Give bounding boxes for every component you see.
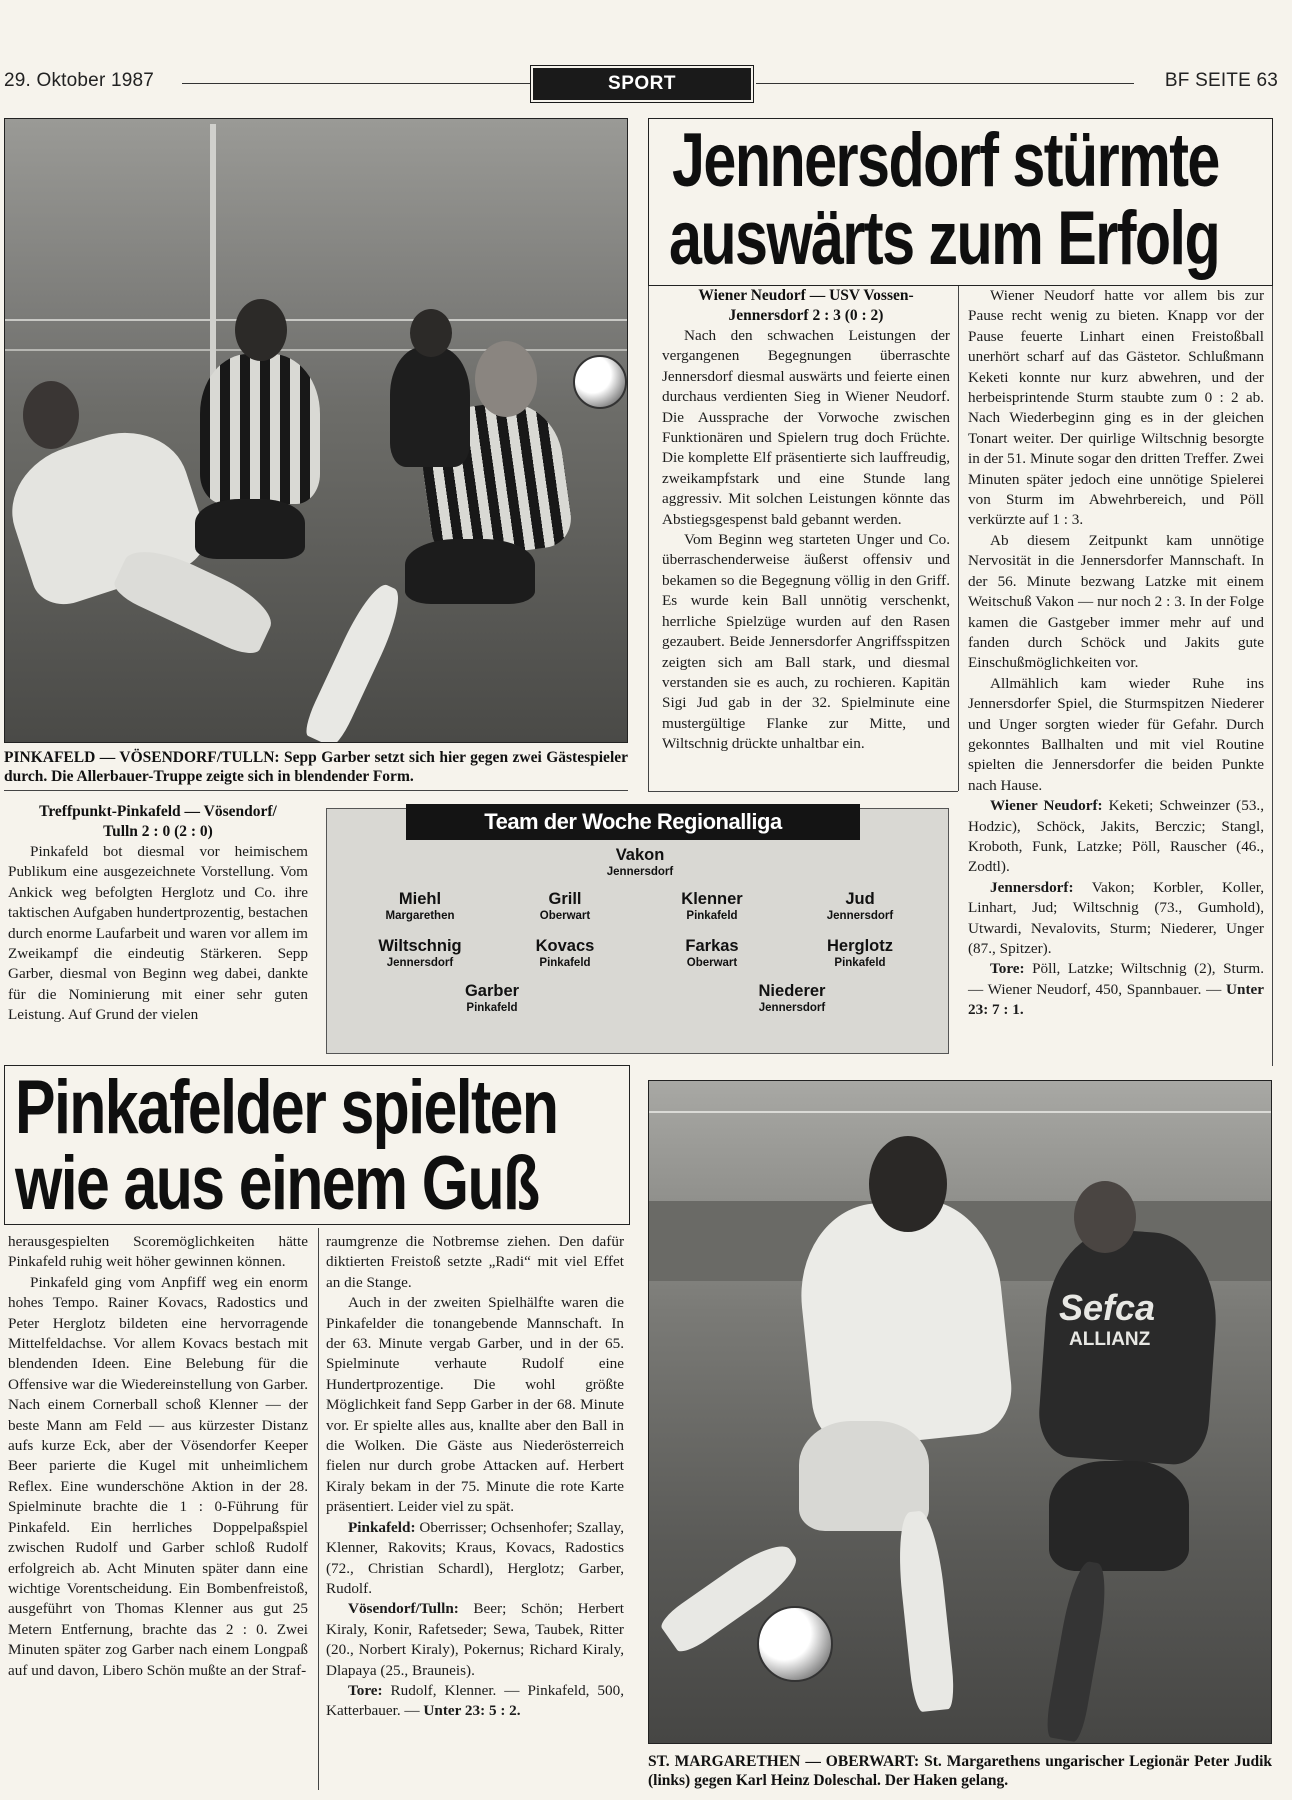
paragraph: Wiener Neudorf hatte vor allem bis zur Pause recht wenig zu bieten. Knapp vor der Pause feuerte Linhart einen Freistoßball unerhört scharf auf das Gästetor. Schlußmann Keketi konnte nur kurz abwehren, und der herbeisprintende Sturm staubte zum 0 : 2 ab. Nach Wiederbeginn ging es in der gleichen Tonart weiter. Der quirlige Wiltschnig besorgte in der 51. Minute sogar den dritten Treffer. Zwei Minuten später jedoch eine unnötige Spielerei von Sturm im Abwehrbereich, und Pöll verkürzte auf 1 : 3. xyxy=(968,287,1264,529)
match-line-2: Jennersdorf 2 : 3 (0 : 2) xyxy=(728,307,884,324)
headline-1-line-1: Jennersdorf stürmte xyxy=(672,118,1219,203)
divider xyxy=(648,286,649,791)
article1-column-1 xyxy=(662,286,950,755)
team-player xyxy=(722,982,862,1015)
header-rule-right xyxy=(756,83,1134,84)
player-club: Margarethen xyxy=(385,910,455,922)
team-player xyxy=(350,937,490,970)
headline-2-line-1: Pinkafelder spielten xyxy=(15,1065,558,1150)
divider xyxy=(958,286,959,791)
paragraph: Pinkafeld ging vom Anpfiff weg ein enorm hohes Tempo. Rainer Kovacs, Radostics und Peter Herglotz bildeten eine hervorragende Mittelfeldachse. Vor allem Kovacs bestach mit blendenden Ideen. Eine Belebung für die Offensive war die Wiedereinstellung von Garber. Nach einem Cornerball schoß Klenner — der beste Mann am Feld — aus kürzester Distanz aufs kurze Eck, aber der Vösendorfer Keeper Beer parierte die Kugel mit unheimlichem Reflex. Eine wunderschöne Aktion in der 28. Spielminute brachte die 1 : 0-Führung für Pinkafeld. Ein herrliches Doppelpaßspiel zwischen Rudolf und Garber schloß Rudolf erfolgreich ab. Acht Minuten später dann eine wichtige Vorentscheidung. Ein Bombenfreistoß, ausgeführt von Thomas Klenner aus gut 25 Metern Entfernung, brachte das 2 : 0. Zwei Minuten später zog Garber nach einem Longpaß auf und davon, Libero Schön mußte an der Straf- xyxy=(8,1273,308,1679)
paragraph: Nach den schwachen Leistungen der vergangenen Begegnungen überraschte Jennersdorf diesmal auswärts und feierte einen durchaus verdienten Sieg in Wiener Neudorf. Die Aussprache der Vorwoche zwischen Funktionären und Spielern trug doch Früchte. Die komplette Elf präsentierte sich lauffreudig, zweikampfstark und eine Stunde lang aggressiv. Mit solchen Leistungen könnte das Abstiegsgespenst bald gebannt werden. xyxy=(662,327,950,528)
lineup-text: Oberrisser; Ochsenhofer; Szallay, Klenner, Rakovits; Kraus, Kovacs, Radostics (72., Christian Schardl), Herglotz; Garber, Rudolf. xyxy=(326,1518,624,1597)
team-player xyxy=(642,890,782,923)
match-line-2: Tulln 2 : 0 (2 : 0) xyxy=(103,823,213,840)
paragraph: Auch in der zweiten Spielhälfte waren die Pinkafelder die tonangebende Mannschaft. In der 63. Minute vergab Garber, und in der 65. Spielminute verhaute Rudolf eine Hundertprozentige. Die wohl größte Möglichkeit fand Sepp Garber in der 68. Minute vor. Er spielte alles aus, knallte aber den Ball in die Wolken. Die Gäste aus Niederösterreich fielen nur durch grobe Attacken auf. Herbert Kiraly bekam in der 75. Minute die rote Karte präsentiert. Leider viel zu spät. xyxy=(326,1294,624,1516)
top-photo xyxy=(4,118,628,743)
player-name: Garber xyxy=(464,982,520,1000)
article1-column-2 xyxy=(968,286,1264,1021)
player-club: Oberwart xyxy=(686,957,738,969)
caption-text: St. Margarethens ungarischer Legionär Peter Judik (links) gegen Karl Heinz Doleschal. Der Haken gelang. xyxy=(648,1753,1272,1789)
bottom-photo xyxy=(648,1080,1272,1744)
player-name: Miehl xyxy=(398,890,442,908)
paragraph: raumgrenze die Notbremse ziehen. Den dafür diktierten Freistoß setzte „Radi“ mit viel Effet an die Stange. xyxy=(326,1233,624,1291)
team-of-week-title: Team der Woche Regionalliga xyxy=(406,804,860,840)
page-number: BF SEITE 63 xyxy=(1164,70,1278,91)
divider xyxy=(1272,286,1273,1066)
team-player xyxy=(422,982,562,1015)
paragraph: Allmählich kam wieder Ruhe ins Jennersdorfer Spiel, die Sturmspitzen Niederer und Unger sorgten wieder für Gefahr. Durch gekonntes Ballhalten und mit viel Routine spielten die Jennersdorfer die beiden Punkte nach Hause. xyxy=(968,674,1264,794)
lineup-text: Beer; Schön; Herbert Kiraly, Konir, Rafetseder; Sewa, Taubek, Ritter (20., Norbert Kiraly), Pokernus; Richard Kiraly, Dlapaya (25., Brauneis). xyxy=(326,1600,624,1679)
goals-line xyxy=(326,1681,624,1722)
team-label: Jennersdorf: xyxy=(990,878,1074,896)
team-player xyxy=(495,937,635,970)
player-name: Klenner xyxy=(681,890,743,908)
issue-date: 29. Oktober 1987 xyxy=(4,70,155,91)
divider xyxy=(4,790,628,791)
goals-label: Tore: xyxy=(990,960,1025,978)
team-of-week-box xyxy=(326,808,949,1054)
lineup-pinkafeld xyxy=(326,1518,624,1600)
bottom-photo-caption xyxy=(648,1752,1272,1790)
lineup-text: Vakon; Korbler, Koller, Linhart, Jud; Wiltschnig (73., Gumhold), Utwardi, Nevalovits, Sturm; Niederer, Unger (87., Spitzer). xyxy=(968,878,1264,957)
player-club: Jennersdorf xyxy=(826,910,894,922)
match-line-1: Treffpunkt-Pinkafeld — Vösendorf/ xyxy=(39,803,277,820)
lineup-jennersdorf xyxy=(968,878,1264,960)
jersey-sponsor-2: ALLIANZ xyxy=(1069,1329,1151,1350)
headline-1-line-2: auswärts zum Erfolg xyxy=(669,196,1220,281)
match-line-1: Wiener Neudorf — USV Vossen- xyxy=(698,287,914,304)
team-label: Vösendorf/Tulln: xyxy=(348,1600,459,1618)
headline-2-line-2: wie aus einem Guß xyxy=(15,1141,539,1226)
player-name: Niederer xyxy=(758,982,826,1000)
team-player xyxy=(560,846,720,879)
header-rule-left xyxy=(182,83,531,84)
divider xyxy=(648,791,958,792)
lineup-wiener-neudorf xyxy=(968,796,1264,878)
team-label: Pinkafeld: xyxy=(348,1518,416,1536)
player-club: Pinkafeld xyxy=(834,957,886,969)
player-club: Pinkafeld xyxy=(466,1002,518,1014)
headline-box-2 xyxy=(4,1065,630,1225)
football-icon xyxy=(573,355,627,409)
player-club: Jennersdorf xyxy=(606,866,674,878)
caption-text: Sepp Garber setzt sich hier gegen zwei Gästespieler durch. Die Allerbauer-Truppe zeigte sich in blendender Form. xyxy=(4,749,629,785)
team-player xyxy=(642,937,782,970)
paragraph: Pinkafeld bot diesmal vor heimischem Publikum eine ausgezeichnete Vorstellung. Vom Ankick weg befolgten Herglotz und Co. ihre taktischen Aufgaben hundertprozentig, bestachen durch enorme Laufarbeit und waren vor allem im Zweikampf die eindeutig Stärkeren. Sepp Garber, diesmal von Beginn weg dabei, dankte für die Nominierung mit einer sehr guten Leistung. Auf Grund der vielen xyxy=(8,843,308,1024)
article2-intro xyxy=(8,802,308,1026)
player-name: Jud xyxy=(845,890,875,908)
match-result xyxy=(662,286,950,326)
section-label: SPORT xyxy=(533,68,751,100)
paragraph: Vom Beginn weg starteten Unger und Co. überraschenderweise äußerst offensiv und bekamen so die Begegnung völlig in den Griff. Es wurde kein Ball unnötig verschenkt, herrliche Spielzüge wurden auf den Rasen gezaubert. Beide Jennersdorfer Angriffsspitzen zeigten sich am Ball stark, und diesmal verstanden sie es auch, zu rochieren. Kapitän Sigi Jud gab in der 32. Spielminute eine mustergültige Flanke zur Mitte, und Wiltschnig drückte unhaltbar ein. xyxy=(662,531,950,753)
player-name: Farkas xyxy=(685,937,739,955)
goals-line xyxy=(968,959,1264,1020)
lineup-voesendorf xyxy=(326,1599,624,1681)
player-name: Herglotz xyxy=(827,937,893,955)
jersey-sponsor: Sefca xyxy=(1059,1287,1156,1328)
caption-lead: ST. MARGARETHEN — OBERWART: xyxy=(648,1753,920,1770)
goals-label: Tore: xyxy=(348,1681,383,1699)
player-club: Jennersdorf xyxy=(386,957,454,969)
team-label: Wiener Neudorf: xyxy=(990,797,1103,815)
player-name: Vakon xyxy=(615,846,665,864)
paragraph: Ab diesem Zeitpunkt kam unnötige Nervosität in die Jennersdorfer Mannschaft. In der 56. Minute bezwang Latzke mit einem Weitschuß Vakon — nur noch 2 : 3. In der Folge kamen die Gastgeber immer mehr auf und fanden durch Schöck und Jakits gute Einschußmöglichkeiten vor. xyxy=(968,531,1264,672)
paragraph: herausgespielten Scoremöglichkeiten hätte Pinkafeld ruhig weit höher gewinnen können. xyxy=(8,1233,308,1271)
u23-score: Unter 23: 7 : 1. xyxy=(968,980,1264,1019)
player-name: Grill xyxy=(548,890,582,908)
player-club: Pinkafeld xyxy=(686,910,738,922)
team-player xyxy=(495,890,635,923)
team-player xyxy=(790,937,930,970)
top-photo-caption xyxy=(4,748,628,786)
team-player xyxy=(790,890,930,923)
player-name: Wiltschnig xyxy=(378,937,462,955)
player-name: Kovacs xyxy=(535,937,595,955)
player-club: Jennersdorf xyxy=(758,1002,826,1014)
lineup-text: Keketi; Schweinzer (53., Hodzic), Schöck, Jakits, Berczic; Stangl, Kroboth, Funk, Latzke; Pöll, Rauscher (46., Zodtl). xyxy=(968,797,1265,876)
player-club: Pinkafeld xyxy=(539,957,591,969)
article2-column-2 xyxy=(326,1232,624,1722)
divider xyxy=(318,1228,319,1790)
football-icon xyxy=(757,1606,833,1682)
u23-score: Unter 23: 5 : 2. xyxy=(423,1702,521,1720)
goals-text: Pöll, Latzke; Wiltschnig (2), Sturm. — Wiener Neudorf, 450, Spannbauer. — xyxy=(968,960,1264,998)
headline-box xyxy=(648,118,1273,286)
player-club: Oberwart xyxy=(539,910,591,922)
match-result-2 xyxy=(8,802,308,842)
article2-column-1 xyxy=(8,1232,308,1681)
goals-text: Rudolf, Klenner. — Pinkafeld, 500, Katterbauer. — xyxy=(326,1681,624,1720)
caption-lead: PINKAFELD — VÖSENDORF/TULLN: xyxy=(4,749,280,766)
team-player xyxy=(350,890,490,923)
